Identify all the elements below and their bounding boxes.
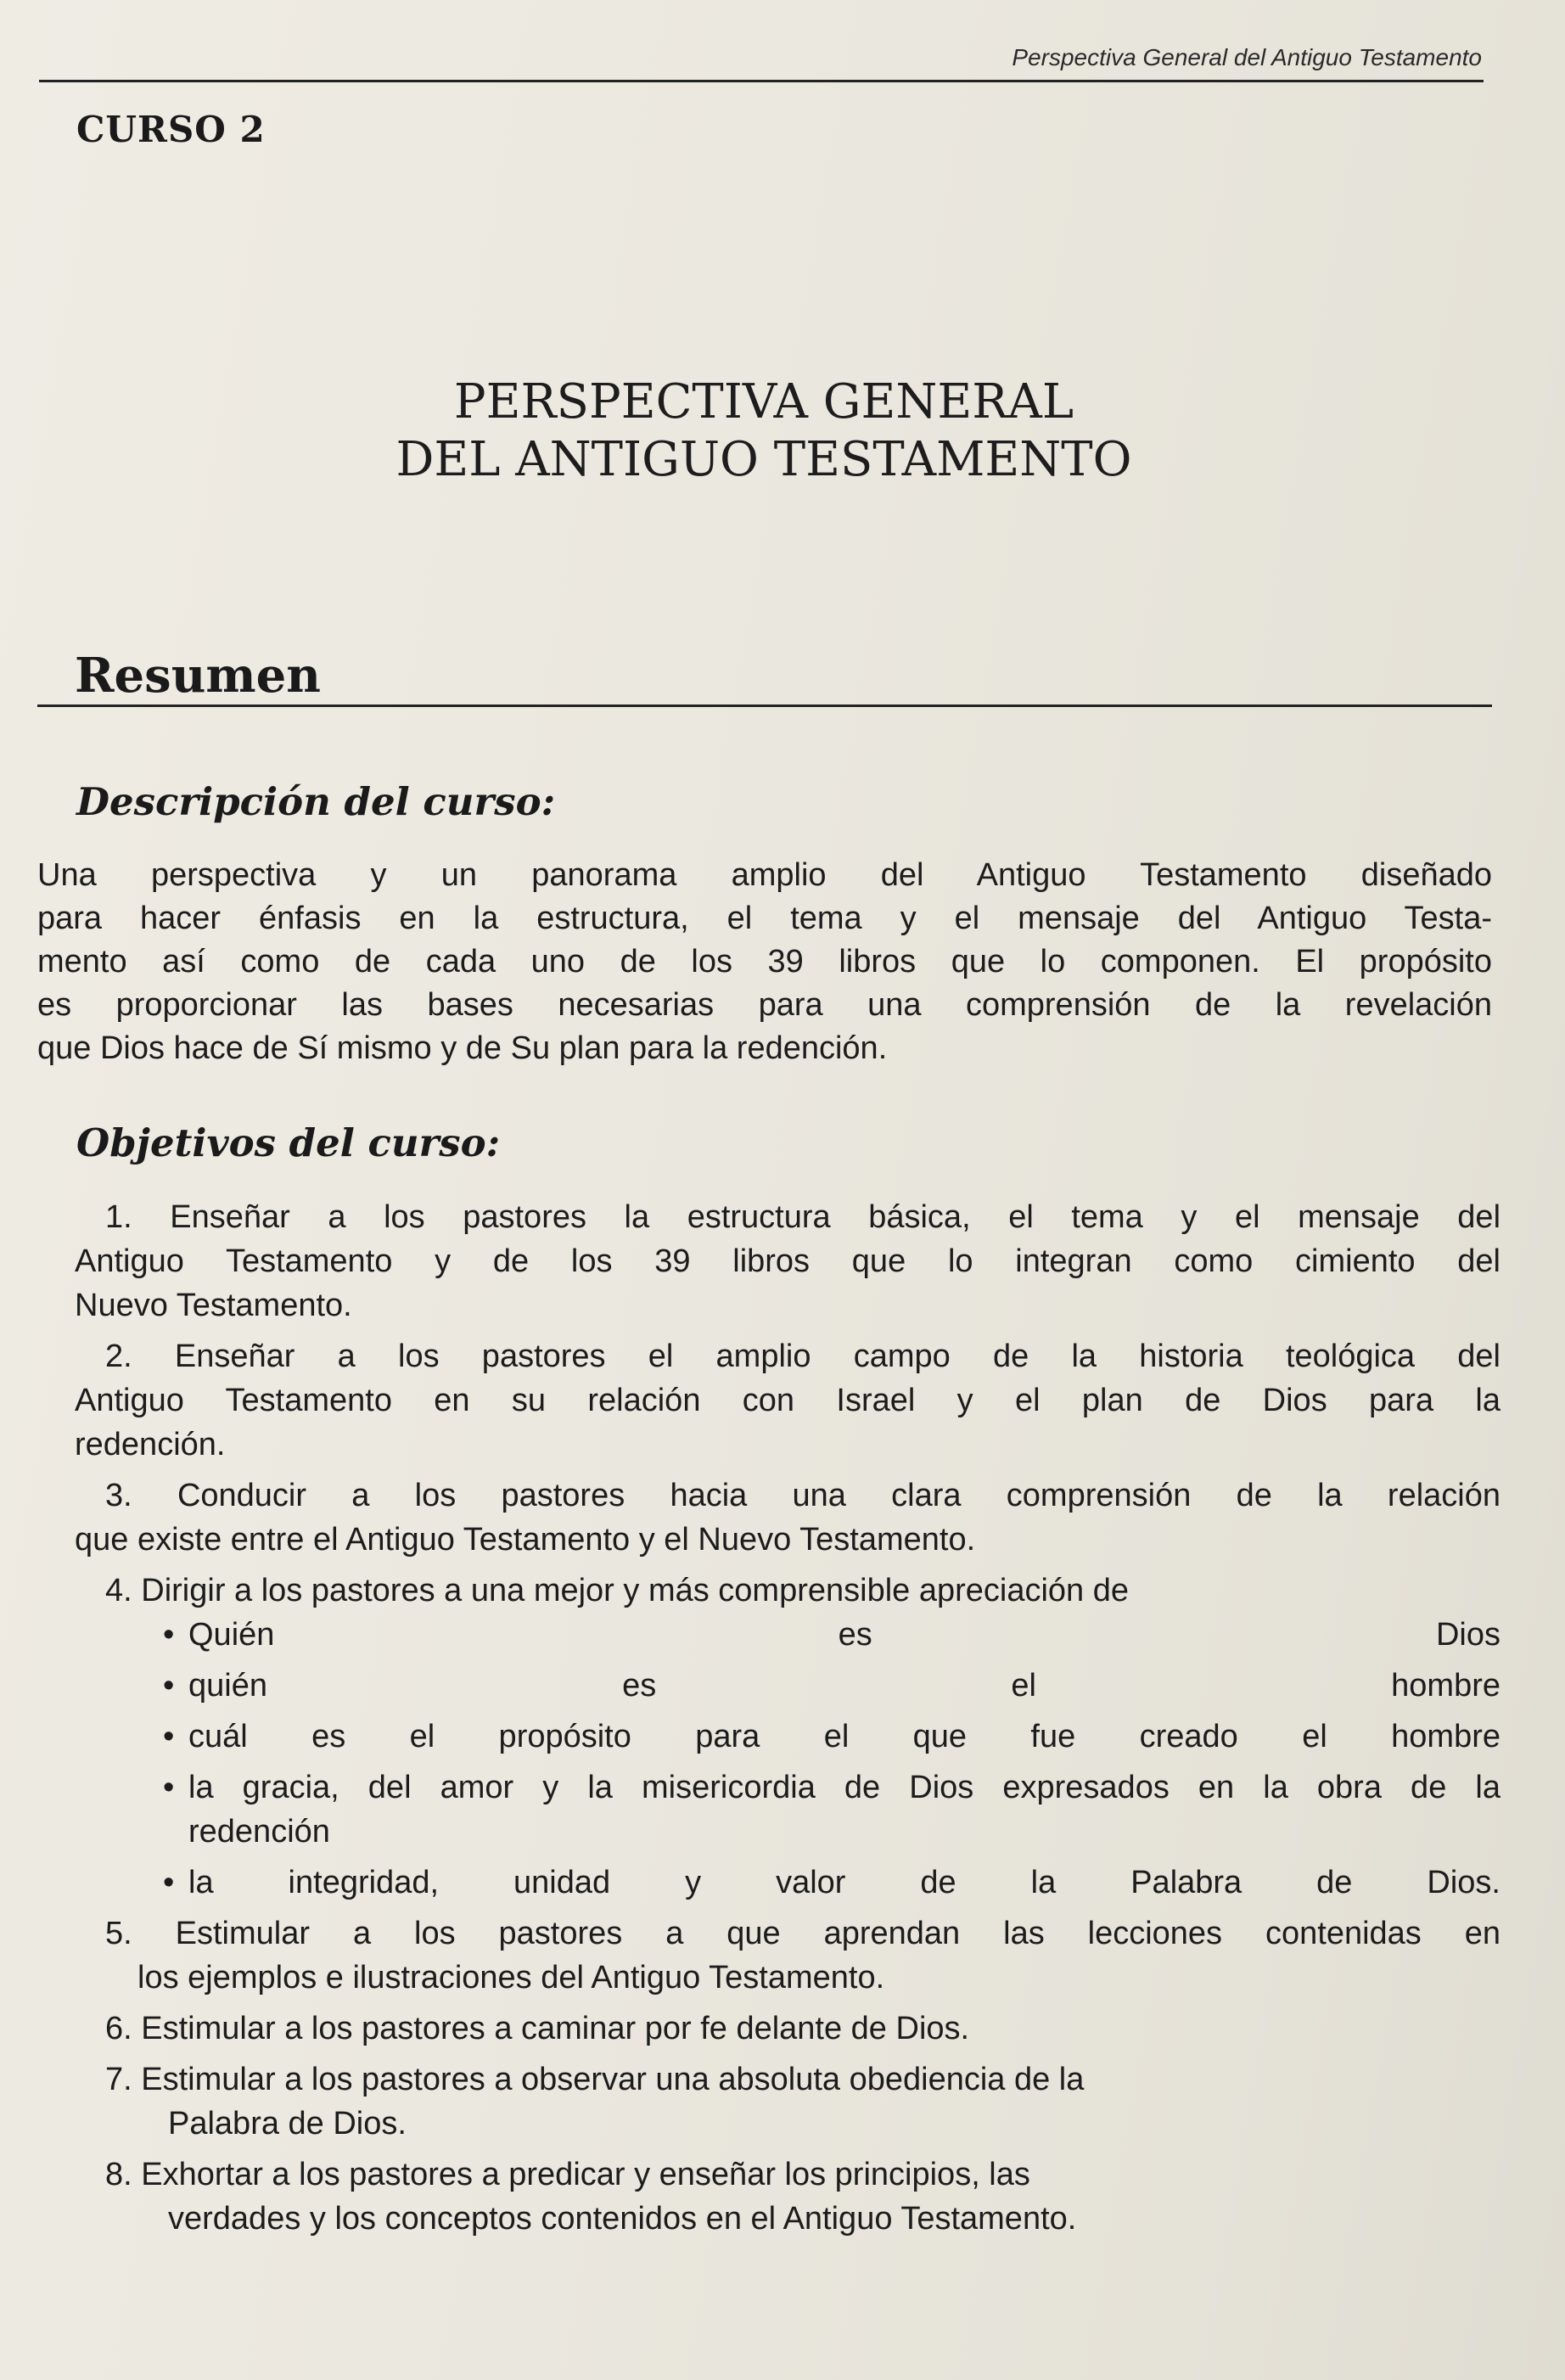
objective-text: Estimular a los pastores a caminar por fe delante de Dios.: [141, 2011, 970, 2046]
objective-line: Nuevo Testamento.: [75, 1288, 352, 1323]
objective-item: [75, 1569, 1500, 1905]
objective-line: Palabra de Dios.: [168, 2106, 407, 2141]
objective-number: 3.: [105, 1478, 132, 1513]
objective-item: [75, 1473, 1500, 1562]
objective-text: Estimular a los pastores a observar una absoluta obediencia de la: [141, 2062, 1085, 2097]
description-line: que Dios hace de Sí mismo y de Su plan para la redención.: [37, 1030, 888, 1066]
objective-number: 8.: [105, 2157, 132, 2192]
description-line: Una perspectiva y un panorama amplio del Antiguo Testamento diseñado: [37, 857, 1492, 893]
sub-bullet-text: cuál es el propósito para el que fue creado el hombre: [188, 1719, 1500, 1754]
objective-line: [75, 2153, 1500, 2197]
sub-bullet-item: [163, 1664, 1500, 1708]
sub-bullet-item: [163, 1861, 1500, 1905]
objective-line: que existe entre el Antiguo Testamento y el Nuevo Testamento.: [75, 1522, 976, 1558]
description-heading: Descripción del curso:: [76, 779, 556, 824]
objectives-list: [75, 1195, 1500, 2248]
objective-item: [75, 1911, 1500, 2000]
header-rule: [39, 80, 1484, 82]
objective-item: [75, 2007, 1500, 2051]
description-line: es proporcionar las bases necesarias para una comprensión de la revelación: [37, 987, 1492, 1023]
description-paragraph: [37, 854, 1492, 1070]
page-title-line-1: PERSPECTIVA GENERAL: [453, 374, 1074, 429]
sub-bullet-text: redención: [188, 1814, 330, 1850]
objective-text: Estimular a los pastores a que aprendan las lecciones contenidas en: [175, 1916, 1500, 1951]
objective-line: [75, 1473, 1500, 1518]
objective-text: Enseñar a los pastores el amplio campo de la historia teológica del: [174, 1339, 1500, 1374]
objective-text: Exhortar a los pastores a predicar y enseñar los principios, las: [141, 2157, 1030, 2192]
objective-line: Antiguo Testamento en su relación con Israel y el plan de Dios para la: [75, 1383, 1500, 1418]
objective-line: [75, 1195, 1500, 1239]
objective-number: 4.: [105, 1573, 132, 1608]
sub-bullet-text: Quién es Dios: [188, 1617, 1500, 1653]
objective-number: 1.: [105, 1199, 132, 1235]
objective-number: 2.: [105, 1339, 132, 1374]
objective-sub-list: [75, 1613, 1500, 1905]
running-head: Perspectiva General del Antiguo Testamento: [1012, 44, 1482, 70]
sub-bullet-item: [163, 1765, 1500, 1854]
objective-line: [75, 1911, 1500, 1956]
bullet-icon: •: [163, 1770, 175, 1805]
sub-bullet-text: quién es el hombre: [188, 1668, 1500, 1704]
bullet-icon: •: [163, 1617, 175, 1653]
course-number: CURSO 2: [76, 109, 266, 150]
sub-bullet-item: [163, 1613, 1500, 1657]
objective-line: [75, 2057, 1500, 2102]
objective-line: los ejemplos e ilustraciones del Antiguo Testamento.: [137, 1960, 885, 1995]
objective-line: [75, 1334, 1500, 1378]
objective-text: Enseñar a los pastores la estructura básica, el tema y el mensaje del: [170, 1199, 1501, 1235]
objective-text: Conducir a los pastores hacia una clara comprensión de la relación: [177, 1478, 1500, 1513]
objectives-heading: Objetivos del curso:: [76, 1120, 501, 1165]
section-title: Resumen: [75, 648, 322, 704]
objective-item: [75, 1195, 1500, 1328]
objective-number: 6.: [105, 2011, 132, 2046]
objective-line: [75, 2007, 1500, 2051]
objective-number: 7.: [105, 2062, 132, 2097]
bullet-icon: •: [163, 1865, 175, 1900]
objective-line: [75, 1569, 1500, 1613]
objective-line: Antiguo Testamento y de los 39 libros que lo integran como cimiento del: [75, 1243, 1500, 1279]
bullet-icon: •: [163, 1719, 175, 1754]
objective-item: [75, 2153, 1500, 2241]
bullet-icon: •: [163, 1668, 175, 1704]
sub-bullet-item: [163, 1715, 1500, 1759]
objective-line: verdades y los conceptos contenidos en el Antiguo Testamento.: [168, 2201, 1077, 2237]
description-line: para hacer énfasis en la estructura, el tema y el mensaje del Antiguo Testa-: [37, 901, 1492, 936]
objective-item: [75, 2057, 1500, 2146]
objective-line: redención.: [75, 1427, 226, 1462]
page-title-line-2: DEL ANTIGUO TESTAMENTO: [395, 432, 1132, 487]
section-rule: [37, 704, 1492, 707]
description-line: mento así como de cada uno de los 39 libros que lo componen. El propósito: [37, 944, 1492, 980]
objective-text: Dirigir a los pastores a una mejor y más comprensible apreciación de: [141, 1573, 1130, 1608]
objective-number: 5.: [105, 1916, 132, 1951]
sub-bullet-text: la gracia, del amor y la misericordia de Dios expresados en la obra de la: [188, 1770, 1500, 1805]
objective-item: [75, 1334, 1500, 1467]
sub-bullet-text: la integridad, unidad y valor de la Palabra de Dios.: [188, 1865, 1500, 1900]
page-title: [0, 373, 1528, 489]
